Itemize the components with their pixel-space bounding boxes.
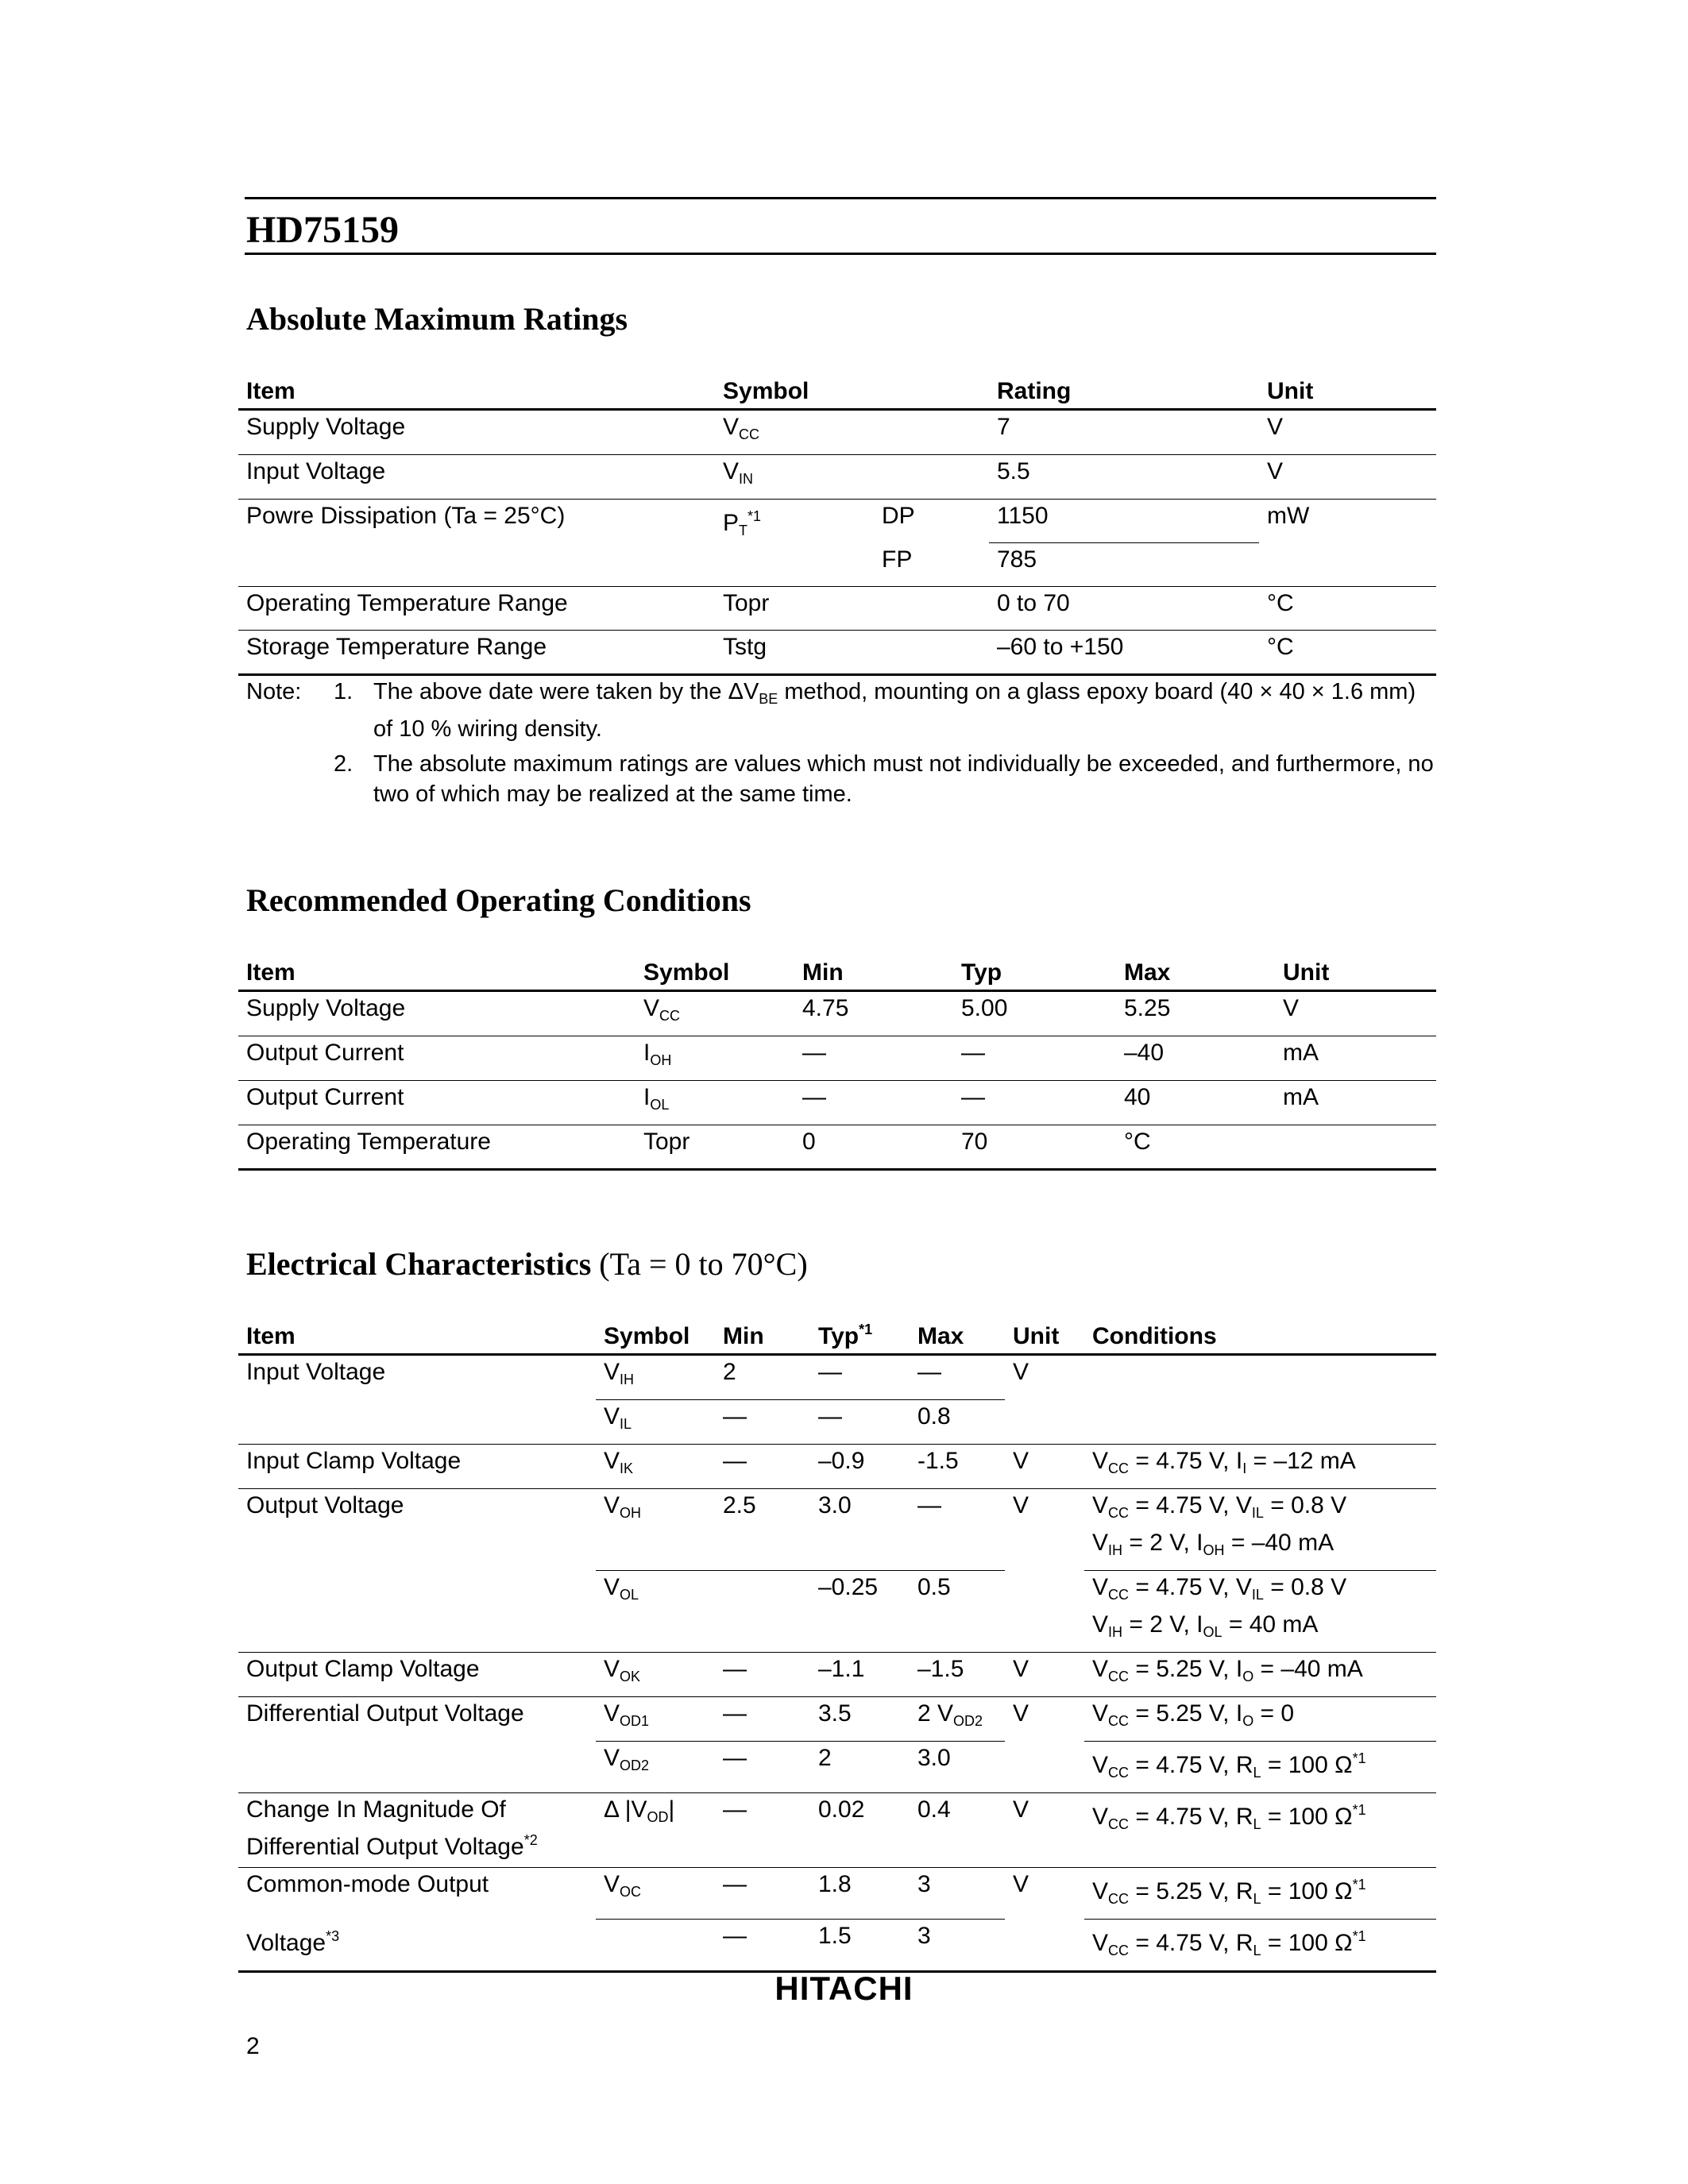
note-label: Note:: [246, 679, 302, 704]
symbol-cell: $V_{OH}$: [596, 1489, 715, 1571]
min-cell: —: [715, 1445, 810, 1489]
typ-cell: 5.00: [953, 991, 1116, 1036]
table-row: [238, 1125, 1436, 1170]
max-cell: 3: [910, 1868, 1005, 1920]
note-number: 2.: [334, 751, 353, 777]
conditions-cell: $V_{CC} = 4.75$ V, $I_I = -12$ mA: [1084, 1445, 1436, 1489]
item-cell: Common-mode Output: [246, 1871, 489, 1897]
rating-cell: 7: [989, 410, 1259, 455]
package-cell: DP: [882, 503, 915, 529]
unit-cell: [1275, 1125, 1436, 1170]
conditions-cell: [1084, 1355, 1436, 1445]
table-row: [238, 410, 1436, 455]
min-cell: 4.75: [794, 991, 953, 1036]
rating-cell: 1150: [989, 500, 1259, 543]
symbol-cell: $V_{OK}$: [596, 1653, 715, 1697]
unit-cell: V: [1005, 1868, 1084, 1972]
symbol-cell: $V_{CC}$: [715, 410, 989, 455]
unit-cell: mA: [1275, 1081, 1436, 1125]
symbol-cell: $V_{OC}$: [596, 1868, 715, 1920]
min-cell: 0: [794, 1125, 953, 1170]
table-row: [238, 1036, 1436, 1081]
typ-cell: 1.8: [810, 1868, 910, 1920]
min-cell: —: [794, 1036, 953, 1081]
min-cell: —: [715, 1697, 810, 1742]
table-row: [238, 1445, 1436, 1489]
ec-title-condition: (Ta = 0 to 70°C): [599, 1246, 808, 1282]
min-cell: —: [715, 1653, 810, 1697]
table-row: [238, 455, 1436, 500]
conditions-cell: $V_{CC} = 4.75$ V, $R_L = 100$ $\Omega^{*1}$: [1084, 1742, 1436, 1793]
symbol-cell: Tstg: [715, 631, 989, 675]
item-cell: Operating Temperature: [238, 1125, 635, 1170]
min-cell: —: [715, 1793, 810, 1868]
min-cell: —: [715, 1400, 810, 1445]
unit-cell: V: [1259, 455, 1436, 500]
typ-cell: –0.9: [810, 1445, 910, 1489]
typ-cell: 0.02: [810, 1793, 910, 1868]
ec-header-max: Max: [910, 1304, 1005, 1355]
max-cell: —: [910, 1355, 1005, 1400]
item-cell: Output Voltage: [238, 1489, 596, 1653]
max-cell: 40: [1116, 1081, 1275, 1125]
ec-header-conditions: Conditions: [1084, 1304, 1436, 1355]
symbol-cell: $V_{OD1}$: [596, 1697, 715, 1742]
ec-header-symbol: Symbol: [596, 1304, 715, 1355]
symbol-cell: Topr: [635, 1125, 794, 1170]
note-text: The above date were taken by the $\Delta V_{BE}$ method, mounting on a glass epoxy board (40 × 40 × 1.6 mm) of 10 % wiring density.: [373, 679, 1416, 742]
symbol-cell: Δ $|V_{OD}|$: [596, 1793, 715, 1868]
min-cell: —: [715, 1920, 810, 1972]
item-cell: Supply Voltage: [238, 991, 635, 1036]
conditions-cell: $V_{CC} = 5.25$ V, $I_O = 0$: [1084, 1697, 1436, 1742]
roc-header-unit: Unit: [1275, 940, 1436, 991]
absolute-maximum-ratings-table: [238, 359, 1436, 676]
unit-cell: °C: [1259, 587, 1436, 631]
unit-cell: V: [1005, 1445, 1084, 1489]
amr-header-symbol: Symbol: [715, 359, 989, 410]
document-title: HD75159: [246, 209, 399, 251]
table-row: [238, 1868, 1436, 1920]
item-cell: Input Clamp Voltage: [238, 1445, 596, 1489]
item-cell: Operating Temperature Range: [238, 587, 715, 631]
ec-header-typ: Typ$^{*1}$: [810, 1304, 910, 1355]
rating-cell: –60 to +150: [989, 631, 1259, 675]
typ-cell: —: [810, 1400, 910, 1445]
typ-cell: —: [810, 1355, 910, 1400]
unit-cell: V: [1005, 1697, 1084, 1793]
min-cell: —: [794, 1081, 953, 1125]
symbol-cell: $I_{OL}$: [635, 1081, 794, 1125]
conditions-cell: $V_{CC} = 5.25$ V, $R_L = 100$ $\Omega^{*1}$: [1084, 1868, 1436, 1920]
table-row: [238, 500, 1436, 543]
roc-header-min: Min: [794, 940, 953, 991]
max-cell: 2 $V_{OD2}$: [910, 1697, 1005, 1742]
symbol-cell: $V_{OL}$: [596, 1571, 715, 1653]
typ-cell: 2: [810, 1742, 910, 1793]
ec-title: Electrical Characteristics: [246, 1246, 592, 1282]
typ-cell: –0.25: [810, 1571, 910, 1653]
ec-header-unit: Unit: [1005, 1304, 1084, 1355]
symbol-cell: $P_T^{*1}$: [715, 500, 874, 587]
max-cell: 5.25: [1116, 991, 1275, 1036]
table-row: [238, 1697, 1436, 1742]
symbol-cell: $I_{OH}$: [635, 1036, 794, 1081]
max-cell: 0.8: [910, 1400, 1005, 1445]
typ-cell: –1.1: [810, 1653, 910, 1697]
symbol-cell: $V_{IL}$: [596, 1400, 715, 1445]
symbol-cell: $V_{IH}$: [596, 1355, 715, 1400]
rating-cell: 785: [989, 543, 1259, 587]
max-cell: 3.0: [910, 1742, 1005, 1793]
conditions-cell: $V_{CC} = 4.75$ V, $V_{IL} = 0.8$ V $V_{IH} = 2$ V, $I_{OL} = 40$ mA: [1084, 1571, 1436, 1653]
symbol-cell: $V_{IK}$: [596, 1445, 715, 1489]
unit-cell: mA: [1275, 1036, 1436, 1081]
roc-header-max: Max: [1116, 940, 1275, 991]
typ-cell: 3.0: [810, 1489, 910, 1571]
header-rule-top: [245, 197, 1436, 199]
table-row: [238, 1793, 1436, 1868]
table-row: [238, 1355, 1436, 1400]
roc-header-typ: Typ: [953, 940, 1116, 991]
ec-header-item: Item: [238, 1304, 596, 1355]
table-row: [238, 1653, 1436, 1697]
max-cell: °C: [1116, 1125, 1275, 1170]
table-row: [238, 587, 1436, 631]
max-cell: 3: [910, 1920, 1005, 1972]
table-row: [238, 1081, 1436, 1125]
min-cell: —: [715, 1742, 810, 1793]
item-cell: Input Voltage: [238, 455, 715, 500]
table-row: [238, 1489, 1436, 1571]
item-cell: Output Current: [238, 1036, 635, 1081]
max-cell: 0.4: [910, 1793, 1005, 1868]
min-cell: 2.5: [715, 1489, 810, 1571]
conditions-cell: $V_{CC} = 5.25$ V, $I_O = -40$ mA: [1084, 1653, 1436, 1697]
amr-header-rating: Rating: [989, 359, 1259, 410]
item-cell: Output Current: [238, 1081, 635, 1125]
min-cell: 2: [715, 1355, 810, 1400]
typ-cell: 70: [953, 1125, 1116, 1170]
unit-cell: °C: [1259, 631, 1436, 675]
unit-cell: V: [1275, 991, 1436, 1036]
amr-section-title: Absolute Maximum Ratings: [246, 301, 628, 337]
unit-cell: V: [1005, 1355, 1084, 1445]
table-row: [238, 1920, 1436, 1972]
min-cell: [715, 1571, 810, 1653]
ec-header-min: Min: [715, 1304, 810, 1355]
note-text: The absolute maximum ratings are values which must not individually be exceeded, and furthermore, no two of which may be realized at the same time.: [373, 751, 1434, 807]
item-cell: Powre Dissipation (Ta = 25°C): [238, 500, 715, 587]
conditions-cell: $V_{CC} = 4.75$ V, $R_L = 100$ $\Omega^{*1}$: [1084, 1920, 1436, 1972]
note-number: 1.: [334, 679, 353, 704]
amr-notes: [246, 677, 1438, 809]
item-cell: Output Clamp Voltage: [238, 1653, 596, 1697]
table-row: [238, 991, 1436, 1036]
max-cell: 0.5: [910, 1571, 1005, 1653]
item-cell: Differential Output Voltage: [238, 1697, 596, 1793]
hitachi-logo: HITACHI: [774, 1970, 914, 2007]
unit-cell: mW: [1259, 500, 1436, 587]
roc-section-title: Recommended Operating Conditions: [246, 882, 751, 918]
max-cell: –1.5: [910, 1653, 1005, 1697]
symbol-cell: [596, 1920, 715, 1972]
package-cell: FP: [874, 543, 989, 587]
recommended-operating-conditions-table: [238, 940, 1436, 1171]
rating-cell: 5.5: [989, 455, 1259, 500]
item-cell: Storage Temperature Range: [238, 631, 715, 675]
header-rule-bottom: [245, 253, 1436, 255]
amr-header-unit: Unit: [1259, 359, 1436, 410]
symbol-cell: $V_{CC}$: [635, 991, 794, 1036]
typ-cell: 3.5: [810, 1697, 910, 1742]
rating-cell: 0 to 70: [989, 587, 1259, 631]
electrical-characteristics-table: [238, 1304, 1436, 1973]
max-cell: –40: [1116, 1036, 1275, 1081]
typ-cell: —: [953, 1081, 1116, 1125]
table-row: [238, 631, 1436, 675]
amr-header-item: Item: [238, 359, 715, 410]
typ-cell: 1.5: [810, 1920, 910, 1972]
item-cell: Input Voltage: [238, 1355, 596, 1445]
unit-cell: V: [1005, 1793, 1084, 1868]
roc-header-item: Item: [238, 940, 635, 991]
max-cell: -1.5: [910, 1445, 1005, 1489]
item-cell: Change In Magnitude Of Differential Output Voltage$^{*2}$: [238, 1793, 596, 1868]
unit-cell: V: [1259, 410, 1436, 455]
item-cell: Supply Voltage: [238, 410, 715, 455]
unit-cell: V: [1005, 1489, 1084, 1653]
typ-cell: —: [953, 1036, 1116, 1081]
item-cell: Voltage$^{*3}$: [238, 1920, 596, 1972]
symbol-cell: $V_{OD2}$: [596, 1742, 715, 1793]
unit-cell: V: [1005, 1653, 1084, 1697]
min-cell: —: [715, 1868, 810, 1920]
conditions-cell: $V_{CC} = 4.75$ V, $V_{IL} = 0.8$ V $V_{IH} = 2$ V, $I_{OH} = -40$ mA: [1084, 1489, 1436, 1571]
symbol-cell: Topr: [715, 587, 989, 631]
symbol-cell: $V_{IN}$: [715, 455, 989, 500]
max-cell: —: [910, 1489, 1005, 1571]
roc-header-symbol: Symbol: [635, 940, 794, 991]
page-number: 2: [246, 2033, 260, 2059]
ec-section-title: [246, 1245, 808, 1283]
conditions-cell: $V_{CC} = 4.75$ V, $R_L = 100$ $\Omega^{*1}$: [1084, 1793, 1436, 1868]
